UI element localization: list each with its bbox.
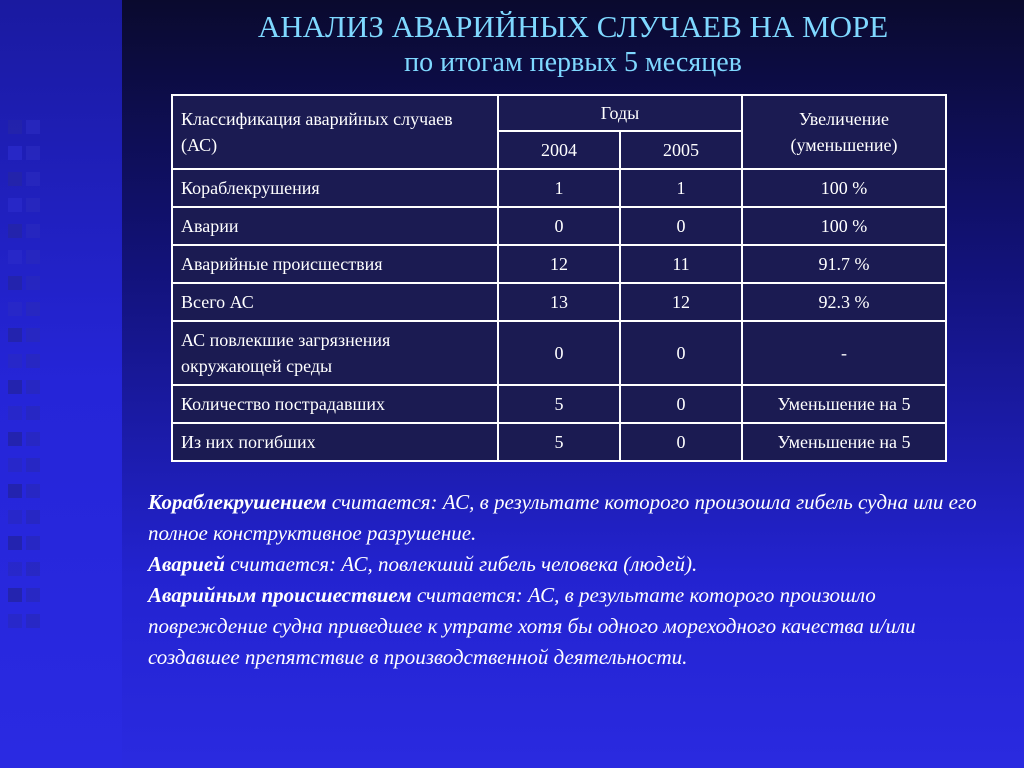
definition-text: считается: АС, повлекший гибель человека (людей). xyxy=(224,552,698,576)
cell-2005: 0 xyxy=(620,385,742,423)
row-label: Кораблекрушения xyxy=(172,169,498,207)
table-row xyxy=(172,283,946,321)
cell-2004: 5 xyxy=(498,385,620,423)
cell-2004: 5 xyxy=(498,423,620,461)
cell-2004: 1 xyxy=(498,169,620,207)
cell-2005: 12 xyxy=(620,283,742,321)
header-year-2004: 2004 xyxy=(498,131,620,169)
definition-incident xyxy=(148,580,978,673)
definition-term: Кораблекрушением xyxy=(148,490,327,514)
definition-term: Аварийным происшествием xyxy=(148,583,412,607)
page-subtitle: по итогам первых 5 месяцев xyxy=(404,47,742,78)
slide-title xyxy=(122,8,1024,80)
cell-change: Уменьшение на 5 xyxy=(742,423,946,461)
header-change: Увеличение (уменьшение) xyxy=(742,95,946,169)
table-row xyxy=(172,321,946,385)
cell-2004: 0 xyxy=(498,207,620,245)
cell-2005: 1 xyxy=(620,169,742,207)
cell-change: 92.3 % xyxy=(742,283,946,321)
cell-change: 100 % xyxy=(742,207,946,245)
cell-2005: 0 xyxy=(620,423,742,461)
cell-change: - xyxy=(742,321,946,385)
cell-2004: 12 xyxy=(498,245,620,283)
table-row xyxy=(172,245,946,283)
header-year-2005: 2005 xyxy=(620,131,742,169)
cell-change: 100 % xyxy=(742,169,946,207)
page-title: АНАЛИЗ АВАРИЙНЫХ СЛУЧАЕВ НА МОРЕ xyxy=(257,9,889,44)
cell-2005: 0 xyxy=(620,207,742,245)
row-label: Количество пострадавших xyxy=(172,385,498,423)
definition-text: считается: АС, в результате которого произошла гибель судна или его полное конструктивное разрушение. xyxy=(148,490,977,545)
row-label: Всего АС xyxy=(172,283,498,321)
definition-accident xyxy=(148,549,978,580)
accident-table xyxy=(171,94,947,462)
cell-2005: 0 xyxy=(620,321,742,385)
definition-term: Аварией xyxy=(148,552,225,576)
decorative-left-strip xyxy=(0,0,122,768)
header-years: Годы xyxy=(498,95,742,131)
table-row xyxy=(172,385,946,423)
cell-2004: 0 xyxy=(498,321,620,385)
row-label: АС повлекшие загрязнения окружающей среды xyxy=(172,321,498,385)
decorative-squares xyxy=(8,120,40,640)
definition-shipwreck xyxy=(148,487,978,549)
row-label: Аварии xyxy=(172,207,498,245)
table-row xyxy=(172,207,946,245)
cell-change: Уменьшение на 5 xyxy=(742,385,946,423)
definitions-notes xyxy=(148,487,978,673)
row-label: Аварийные происшествия xyxy=(172,245,498,283)
cell-2005: 11 xyxy=(620,245,742,283)
cell-2004: 13 xyxy=(498,283,620,321)
table-row xyxy=(172,169,946,207)
cell-change: 91.7 % xyxy=(742,245,946,283)
row-label: Из них погибших xyxy=(172,423,498,461)
table-row xyxy=(172,423,946,461)
header-classification: Классификация аварийных случаев (АС) xyxy=(172,95,498,169)
definition-text: считается: АС, в результате которого произошло повреждение судна приведшее к утрате хотя бы одного мореходного качества и/или создавшее препятствие в производственной деятельности. xyxy=(148,583,916,669)
